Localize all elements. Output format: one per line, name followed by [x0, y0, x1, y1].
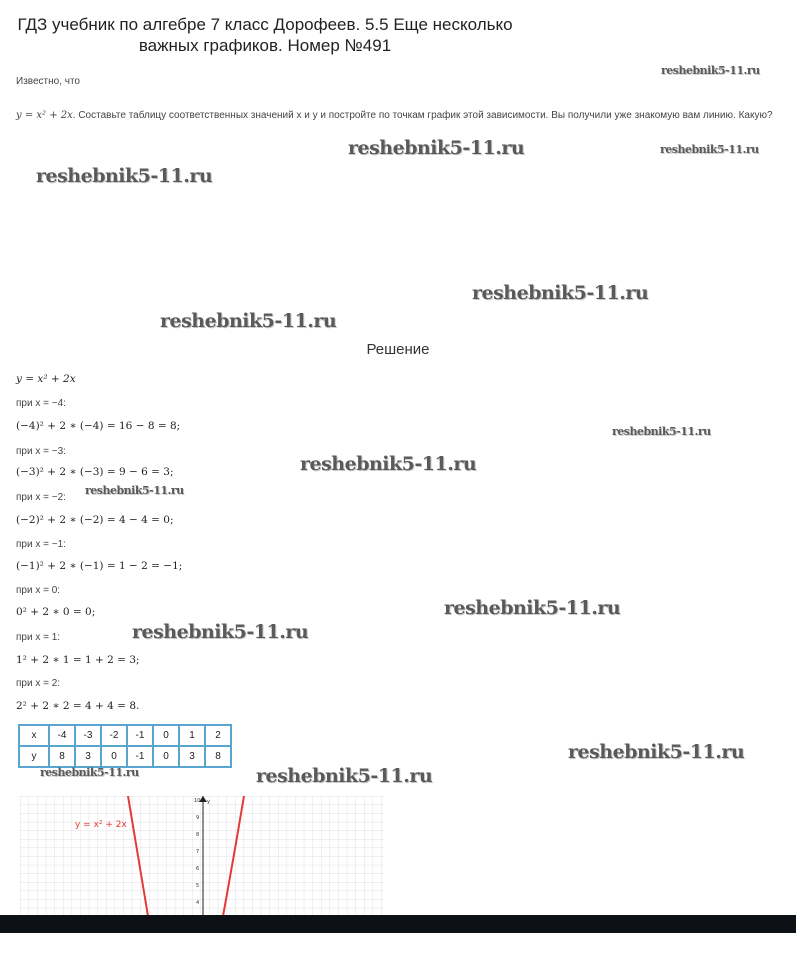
tick-label: 5: [196, 883, 200, 889]
table-cell: 3: [179, 746, 205, 767]
footer-bar: [0, 915, 796, 933]
table-cell: -4: [49, 725, 75, 746]
problem-formula: y = x² + 2x: [16, 110, 73, 121]
table-cell: 8: [49, 746, 75, 767]
table-cell: 0: [153, 725, 179, 746]
step-condition: при x = −4:: [16, 398, 66, 409]
tick-label: 6: [196, 866, 200, 872]
solution-formula: y = x² + 2x: [16, 373, 76, 385]
step-condition: при x = −2:: [16, 492, 66, 503]
watermark: reshebnik5-11.ru: [160, 310, 337, 332]
watermark: reshebnik5-11.ru: [612, 425, 711, 438]
table-cell: 1: [179, 725, 205, 746]
step-condition: при x = −1:: [16, 539, 66, 550]
tick-label: 10: [194, 798, 201, 804]
watermark: reshebnik5-11.ru: [472, 282, 649, 304]
table-cell: 8: [205, 746, 231, 767]
table-cell: 0: [153, 746, 179, 767]
tick-label: 4: [196, 900, 200, 906]
step-calculation: (−1)² + 2 ∗ (−1) = 1 − 2 = −1;: [16, 560, 183, 572]
watermark: reshebnik5-11.ru: [85, 484, 184, 497]
step-calculation: 0² + 2 ∗ 0 = 0;: [16, 606, 96, 618]
step-calculation: (−2)² + 2 ∗ (−2) = 4 − 4 = 0;: [16, 514, 174, 526]
y-axis-label: y: [207, 799, 210, 805]
watermark: reshebnik5-11.ru: [661, 64, 760, 77]
step-calculation: (−4)² + 2 ∗ (−4) = 16 − 8 = 8;: [16, 420, 181, 432]
step-calculation: 2² + 2 ∗ 2 = 4 + 4 = 8.: [16, 700, 140, 712]
table-cell: -2: [101, 725, 127, 746]
problem-task: . Составьте таблицу соответственных значений x и y и постройте по точкам график этой зависимости. Вы получили уже знакомую вам линию. Какую?: [72, 110, 773, 121]
page-title: [0, 14, 530, 56]
table-cell: 0: [101, 746, 127, 767]
title-line-1: ГДЗ учебник по алгебре 7 класс Дорофеев. 5.5 Еще несколько: [17, 15, 513, 34]
watermark: reshebnik5-11.ru: [36, 165, 213, 187]
table-header-y: y: [19, 746, 49, 767]
tick-label: 9: [196, 815, 200, 821]
problem-text: [16, 102, 786, 129]
watermark: reshebnik5-11.ru: [132, 621, 309, 643]
watermark: reshebnik5-11.ru: [568, 741, 745, 763]
step-calculation: 1² + 2 ∗ 1 = 1 + 2 = 3;: [16, 654, 140, 666]
graph-formula-label: y = x² + 2x: [75, 820, 127, 830]
table-cell: -3: [75, 725, 101, 746]
table-row: [19, 746, 231, 767]
table-header-x: x: [19, 725, 49, 746]
watermark: reshebnik5-11.ru: [40, 766, 139, 779]
watermark: reshebnik5-11.ru: [256, 765, 433, 787]
table-cell: -1: [127, 725, 153, 746]
table-cell: 2: [205, 725, 231, 746]
table-row: [19, 725, 231, 746]
tick-label: 8: [196, 832, 200, 838]
step-calculation: (−3)² + 2 ∗ (−3) = 9 − 6 = 3;: [16, 466, 174, 478]
watermark: reshebnik5-11.ru: [444, 597, 621, 619]
title-line-2: важных графиков. Номер №491: [138, 36, 392, 55]
graph-grid: [20, 796, 384, 916]
problem-intro: Известно, что: [16, 76, 80, 87]
watermark: reshebnik5-11.ru: [348, 137, 525, 159]
solution-heading: Решение: [366, 341, 430, 358]
watermark: reshebnik5-11.ru: [300, 453, 477, 475]
table-cell: -1: [127, 746, 153, 767]
step-condition: при x = 2:: [16, 678, 61, 689]
table-cell: 3: [75, 746, 101, 767]
step-condition: при x = 1:: [16, 632, 61, 643]
parabola-graph: [20, 796, 384, 916]
step-condition: при x = 0:: [16, 585, 61, 596]
step-condition: при x = −3:: [16, 446, 66, 457]
tick-label: 7: [196, 849, 200, 855]
values-table: [18, 724, 232, 768]
watermark: reshebnik5-11.ru: [660, 143, 759, 156]
